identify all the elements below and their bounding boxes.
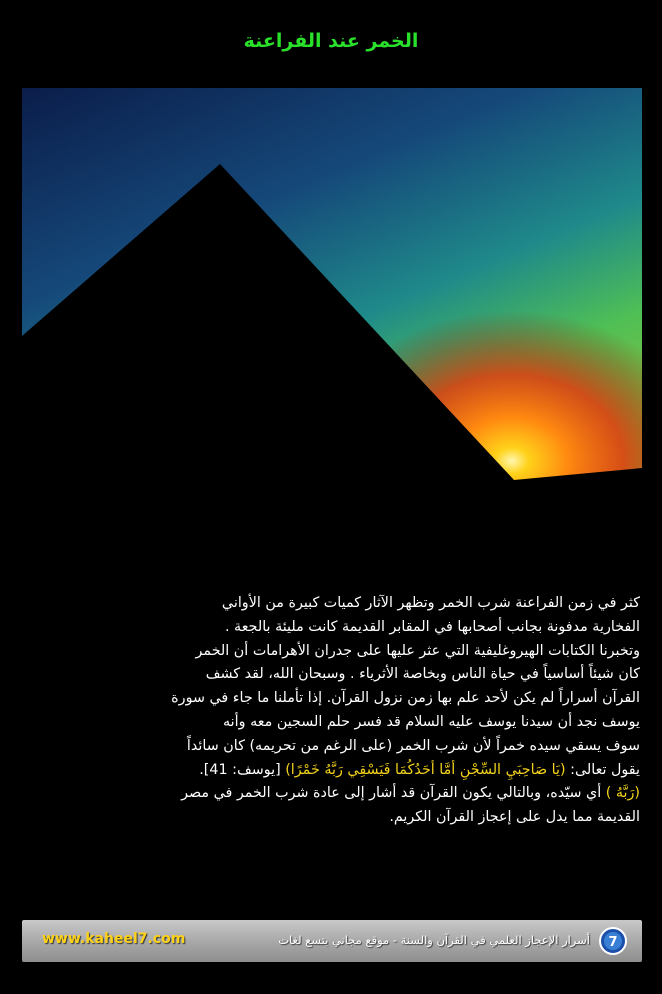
quran-verse: (يَا صَاحِبَيِ السِّجْنِ أَمَّا أَحَدُكُمَا فَيَسْقِي رَبَّهُ خَمْرًا) <box>285 761 566 778</box>
footer-banner <box>22 920 642 962</box>
body-line: سوف يسقي سيده خمراً لأن شرب الخمر (على الرغم من تحريمه) كان سائداً <box>186 737 640 754</box>
rabbahu-explanation: أي سيّده، وبالتالي يكون القرآن قد أشار إلى عادة شرب الخمر في مصر <box>181 785 606 802</box>
website-link[interactable]: www.kaheel7.com <box>42 931 186 947</box>
footer-tagline: أسرار الإعجاز العلمي في القرآن والسنة - موقع مجاني بتسع لغات <box>278 933 590 947</box>
body-line: كان شيئاً أساسياً في حياة الناس وبخاصة الأثرياء . وسبحان الله، لقد كشف <box>205 666 640 683</box>
article-body <box>26 592 640 830</box>
page-title: الخمر عند الفراعنة <box>243 30 419 52</box>
verse-line <box>26 759 640 783</box>
logo-text: 7 <box>608 935 618 950</box>
rabbahu-word: (رَبَّهُ ) <box>605 785 640 802</box>
body-line: القرآن أسراراً لم يكن لأحد علم بها زمن نزول القرآن. إذا تأملنا ما جاء في سورة <box>171 690 640 707</box>
verse-reference: [يوسف: 41]. <box>199 761 286 778</box>
body-line: وتخبرنا الكتابات الهيروغليفية التي عثر عليها على جدران الأهرامات أن الخمر <box>195 642 640 659</box>
rabbahu-line <box>26 782 640 806</box>
body-line: الفخارية مدفونة بجانب أصحابها في المقابر القديمة كانت مليئة بالجعة . <box>224 618 640 635</box>
body-line-last: القديمة مما يدل على إعجاز القرآن الكريم. <box>389 809 640 826</box>
body-line: كثر في زمن الفراعنة شرب الخمر وتظهر الآثار كميات كبيرة من الأواني <box>221 595 640 611</box>
verse-prefix: يقول تعالى: <box>565 761 640 778</box>
body-line: يوسف نجد أن سيدنا يوسف عليه السلام قد فسر حلم السجين معه وأنه <box>223 713 640 730</box>
kaheel7-logo-icon <box>598 926 628 956</box>
pyramid-sunset-photo <box>22 88 642 566</box>
